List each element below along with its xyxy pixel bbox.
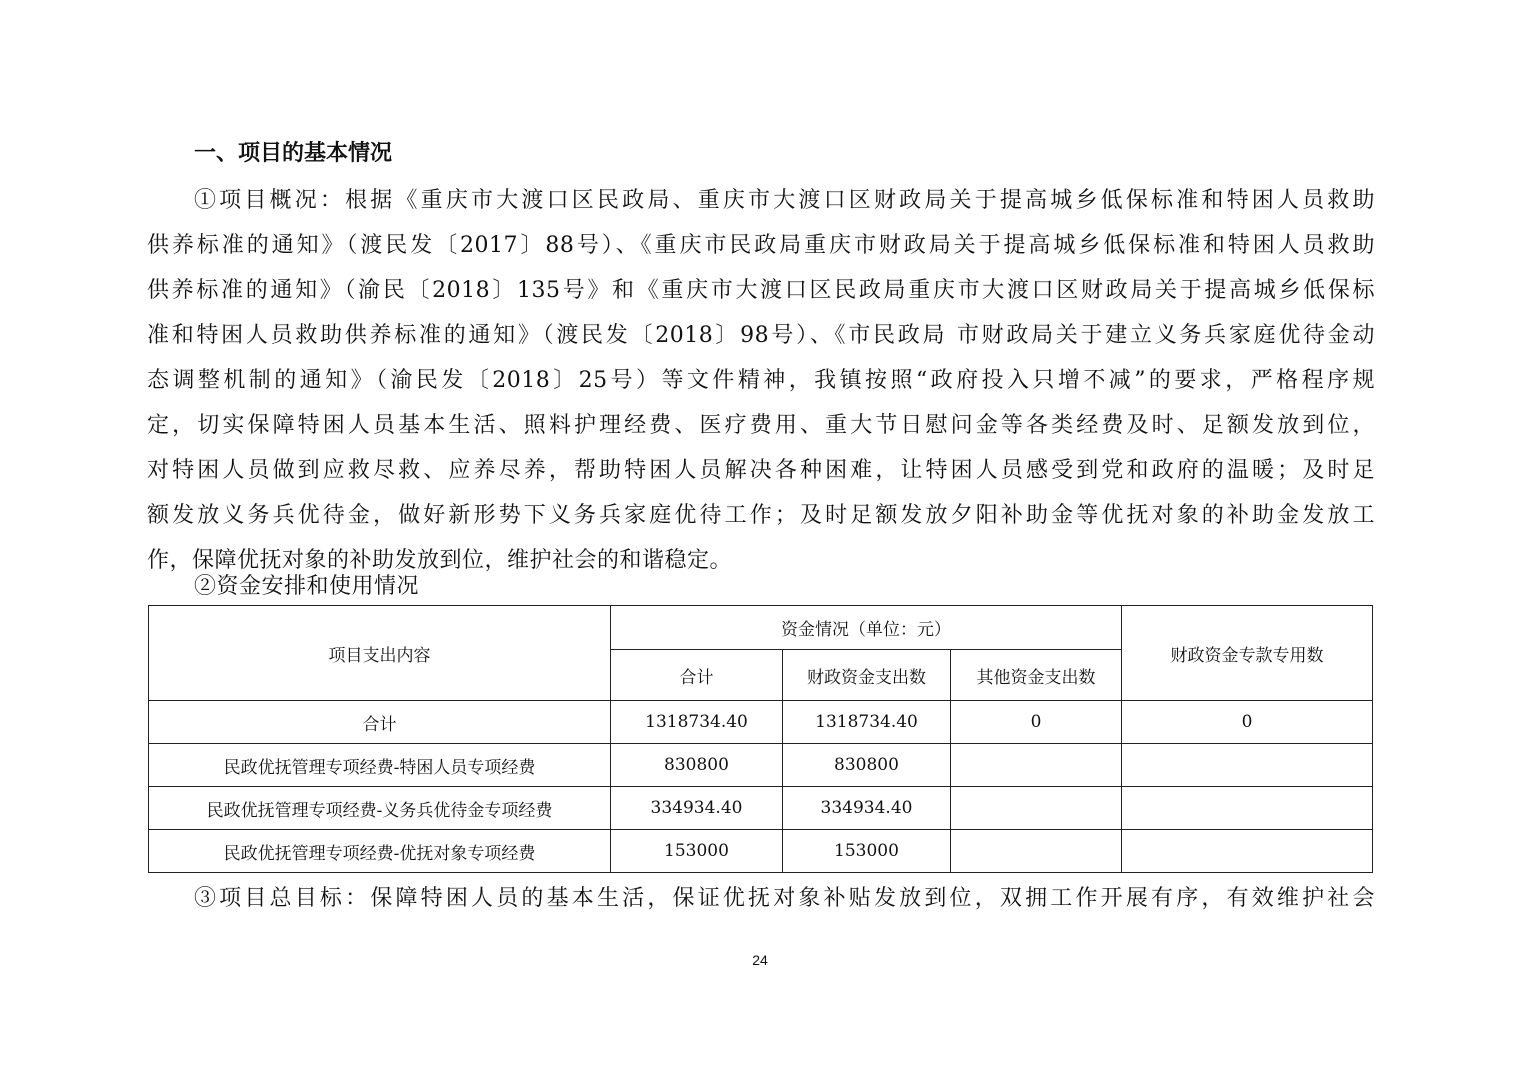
overview-paragraph bbox=[147, 178, 1375, 583]
overview-line: 供养标准的通知》（渝民〔2018〕135号》和《重庆市大渡口区民政局重庆市大渡口区财政局关于提高城乡低保标 bbox=[147, 278, 1375, 303]
overview-line: ①项目概况：根据《重庆市大渡口区民政局、重庆市大渡口区财政局关于提高城乡低保标准和特困人员救助 bbox=[194, 188, 1375, 213]
funds-heading: ②资金安排和使用情况 bbox=[194, 574, 420, 599]
overview-line: 准和特困人员救助供养标准的通知》（渡民发〔2018〕98号）、《市民政局 市财政局关于建立义务兵家庭优待金动 bbox=[147, 323, 1375, 348]
overview-line: 态调整机制的通知》（渝民发〔2018〕25号）等文件精神，我镇按照“政府投入只增不减”的要求，严格程序规 bbox=[147, 368, 1375, 393]
header-other: 其他资金支出数 bbox=[951, 650, 1122, 701]
header-funds-group: 资金情况（单位：元） bbox=[611, 606, 1122, 650]
cell-special bbox=[1122, 787, 1373, 830]
table-row bbox=[149, 744, 1373, 787]
cell-fiscal: 1318734.40 bbox=[783, 701, 951, 744]
cell-total: 153000 bbox=[611, 830, 783, 873]
cell-item: 民政优抚管理专项经费-特困人员专项经费 bbox=[149, 744, 611, 787]
cell-special: 0 bbox=[1122, 701, 1373, 744]
funds-table bbox=[148, 605, 1373, 873]
header-item: 项目支出内容 bbox=[149, 606, 611, 701]
cell-total: 1318734.40 bbox=[611, 701, 783, 744]
header-total: 合计 bbox=[611, 650, 783, 701]
goal-paragraph: ③项目总目标：保障特困人员的基本生活，保证优抚对象补贴发放到位，双拥工作开展有序，有效维护社会 bbox=[194, 886, 1375, 911]
table-row bbox=[149, 787, 1373, 830]
overview-line: 供养标准的通知》（渡民发〔2017〕88号）、《重庆市民政局重庆市财政局关于提高城乡低保标准和特困人员救助 bbox=[147, 233, 1375, 258]
cell-special bbox=[1122, 744, 1373, 787]
cell-item: 合计 bbox=[149, 701, 611, 744]
overview-line: 定，切实保障特困人员基本生活、照料护理经费、医疗费用、重大节日慰问金等各类经费及时、足额发放到位， bbox=[147, 413, 1375, 438]
header-fiscal: 财政资金支出数 bbox=[783, 650, 951, 701]
overview-line: 对特困人员做到应救尽救、应养尽养，帮助特困人员解决各种困难，让特困人员感受到党和政府的温暖；及时足 bbox=[147, 458, 1375, 483]
table-row bbox=[149, 701, 1373, 744]
cell-item: 民政优抚管理专项经费-优抚对象专项经费 bbox=[149, 830, 611, 873]
cell-other: 0 bbox=[951, 701, 1122, 744]
overview-line: 额发放义务兵优待金，做好新形势下义务兵家庭优待工作；及时足额发放夕阳补助金等优抚对象的补助金发放工 bbox=[147, 503, 1375, 528]
cell-fiscal: 830800 bbox=[783, 744, 951, 787]
cell-other bbox=[951, 744, 1122, 787]
cell-special bbox=[1122, 830, 1373, 873]
cell-total: 334934.40 bbox=[611, 787, 783, 830]
cell-other bbox=[951, 787, 1122, 830]
cell-fiscal: 334934.40 bbox=[783, 787, 951, 830]
overview-line: 作，保障优抚对象的补助发放到位，维护社会的和谐稳定。 bbox=[147, 548, 733, 573]
table-header-row bbox=[149, 606, 1373, 650]
page-number: 24 bbox=[752, 952, 768, 968]
header-special: 财政资金专款专用数 bbox=[1122, 606, 1373, 701]
cell-fiscal: 153000 bbox=[783, 830, 951, 873]
cell-item: 民政优抚管理专项经费-义务兵优待金专项经费 bbox=[149, 787, 611, 830]
section-heading: 一、项目的基本情况 bbox=[194, 141, 393, 166]
cell-other bbox=[951, 830, 1122, 873]
table-row bbox=[149, 830, 1373, 873]
cell-total: 830800 bbox=[611, 744, 783, 787]
